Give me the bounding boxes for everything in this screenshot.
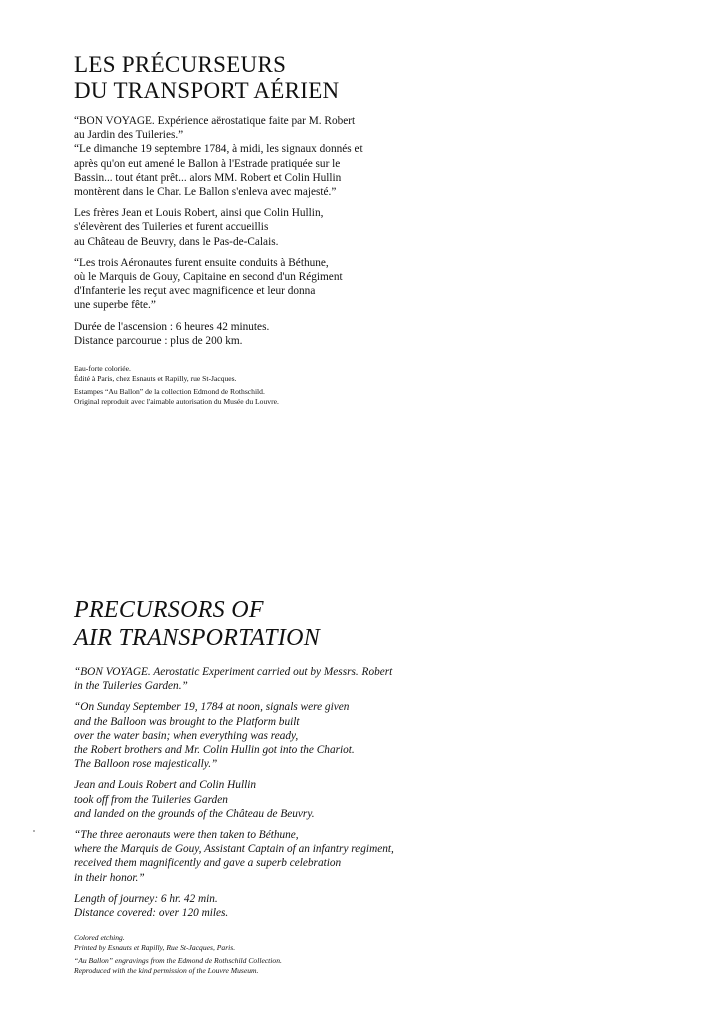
credit-line: Estampes “Au Ballon” de la collection Edmond de Rothschild. [74, 387, 265, 397]
text-line: Distance parcourue : plus de 200 km. [74, 334, 243, 347]
text-line: s'élevèrent des Tuileries et furent accueillis [74, 221, 269, 234]
text-line: where the Marquis de Gouy, Assistant Captain of an infantry regiment, [74, 843, 394, 856]
text-line: où le Marquis de Gouy, Capitaine en second d'un Régiment [74, 271, 343, 284]
page-speck [33, 830, 35, 832]
english-paragraph [74, 828, 694, 885]
french-paragraph [74, 114, 694, 199]
text-line: Length of journey: 6 hr. 42 min. [74, 892, 218, 905]
text-line: The Balloon rose majestically.” [74, 758, 218, 771]
english-section [74, 596, 694, 980]
text-line: in their honor.” [74, 871, 145, 884]
english-body [74, 665, 694, 920]
english-paragraph [74, 892, 694, 920]
french-section [74, 52, 694, 410]
english-paragraph [74, 665, 694, 693]
english-title [74, 596, 694, 652]
text-line: “Les trois Aéronautes furent ensuite conduits à Béthune, [74, 256, 329, 269]
text-line: “Le dimanche 19 septembre 1784, à midi, les signaux donnés et [74, 143, 363, 156]
english-paragraph [74, 778, 694, 821]
text-line: “BON VOYAGE. Expérience aërostatique faite par M. Robert [74, 115, 356, 127]
text-line: Jean and Louis Robert and Colin Hullin [74, 779, 257, 792]
credit-line: Édité à Paris, chez Esnauts et Rapilly, rue St-Jacques. [74, 373, 237, 383]
credit-block [74, 387, 694, 406]
credit-block [74, 956, 694, 975]
text-line: montèrent dans le Char. Le Ballon s'enleva avec majesté.” [74, 186, 337, 199]
text-line: “BON VOYAGE. Aerostatic Experiment carried out by Messrs. Robert [74, 666, 393, 678]
text-line: Distance covered: over 120 miles. [74, 907, 229, 920]
text-line: in the Tuileries Garden.” [74, 680, 188, 693]
text-line: “On Sunday September 19, 1784 at noon, signals were given [74, 701, 350, 714]
text-line: the Robert brothers and Mr. Colin Hullin got into the Chariot. [74, 744, 355, 757]
text-line: après qu'on eut amené le Ballon à l'Estrade pratiquée sur le [74, 157, 341, 170]
text-line: over the water basin; when everything was ready, [74, 729, 299, 742]
text-line: au Château de Beuvry, dans le Pas-de-Calais. [74, 235, 279, 248]
english-credits [74, 933, 694, 975]
credit-line: “Au Ballon” engravings from the Edmond de Rothschild Collection. [74, 956, 282, 966]
text-line: took off from the Tuileries Garden [74, 793, 228, 806]
text-line: “The three aeronauts were then taken to Béthune, [74, 829, 299, 842]
credit-line: Reproduced with the kind permission of the Louvre Museum. [74, 966, 259, 976]
english-paragraph [74, 700, 694, 771]
english-title-line: AIR TRANSPORTATION [74, 625, 321, 651]
text-line: Bassin... tout étant prêt... alors MM. Robert et Colin Hullin [74, 171, 342, 184]
credit-block [74, 933, 694, 952]
credit-line: Eau-forte coloriée. [74, 364, 131, 374]
french-paragraph [74, 320, 694, 348]
text-line: une superbe fête.” [74, 299, 156, 312]
french-body [74, 114, 694, 348]
text-line: au Jardin des Tuileries.” [74, 129, 184, 142]
text-line: received them magnificently and gave a superb celebration [74, 857, 342, 870]
french-title-line: DU TRANSPORT AÉRIEN [74, 78, 340, 103]
french-title [74, 52, 694, 104]
french-paragraph [74, 256, 694, 313]
french-credits [74, 364, 694, 406]
text-line: and the Balloon was brought to the Platform built [74, 715, 300, 728]
english-title-line: PRECURSORS OF [74, 597, 264, 623]
credit-line: Colored etching. [74, 933, 125, 943]
text-line: Durée de l'ascension : 6 heures 42 minutes. [74, 320, 270, 333]
credit-line: Printed by Esnauts et Rapilly, Rue St-Jacques, Paris. [74, 942, 236, 952]
french-paragraph [74, 206, 694, 249]
text-line: Les frères Jean et Louis Robert, ainsi que Colin Hullin, [74, 207, 324, 220]
credit-block [74, 364, 694, 383]
text-line: and landed on the grounds of the Château de Beuvry. [74, 807, 315, 820]
text-line: d'Infanterie les reçut avec magnificence et leur donna [74, 285, 316, 298]
french-title-line: LES PRÉCURSEURS [74, 52, 287, 77]
credit-line: Original reproduit avec l'aimable autorisation du Musée du Louvre. [74, 396, 279, 406]
